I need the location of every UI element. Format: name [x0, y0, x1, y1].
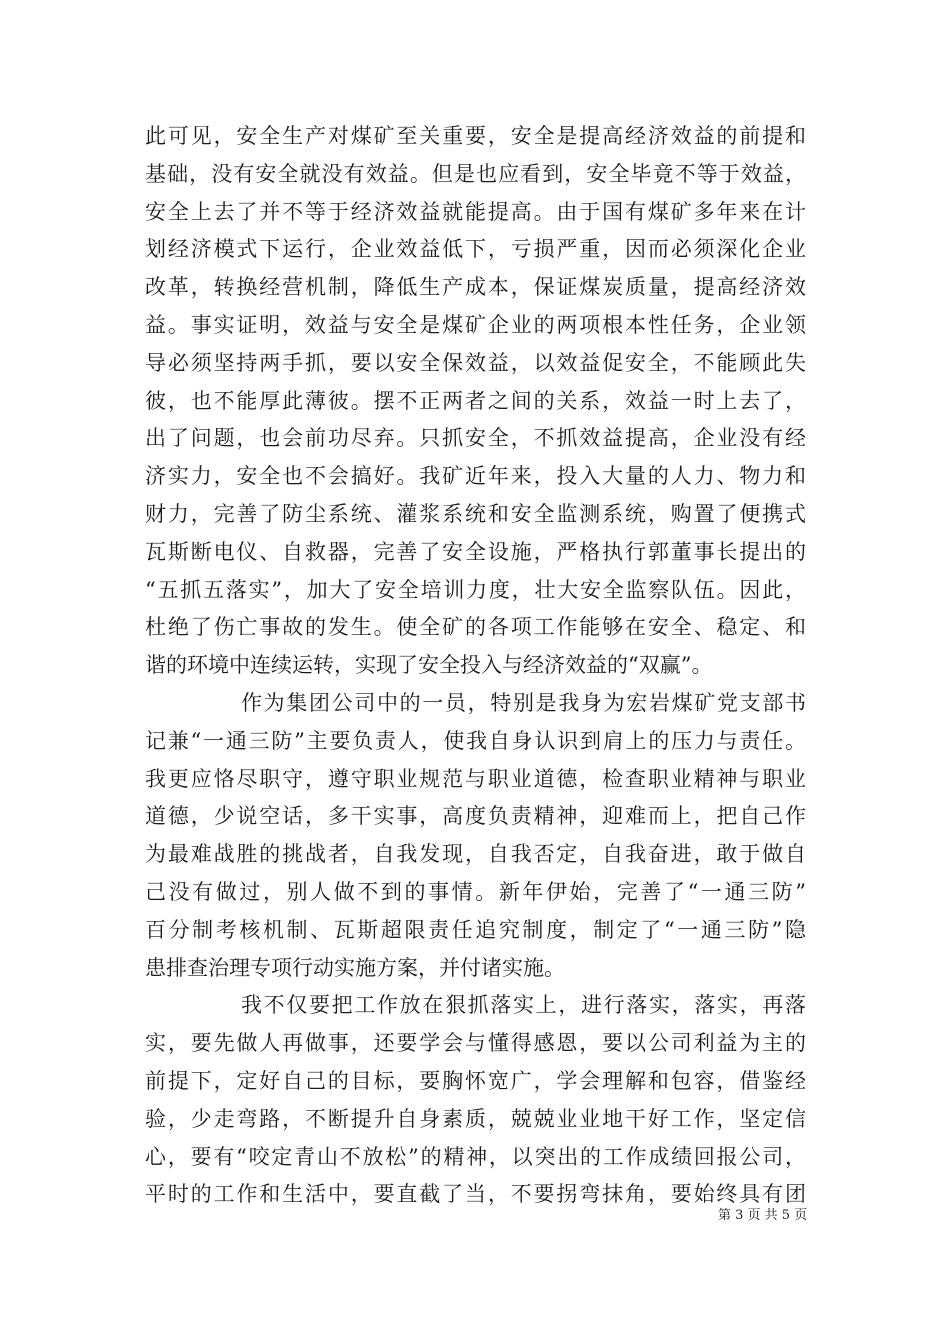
page-number-footer: 第 3 页 共 5 页 — [718, 1208, 808, 1223]
text-line: 道德，少说空话，多干实事，高度负责精神，迎难而上，把自己作 — [145, 804, 806, 829]
text-line: 实，要先做人再做事，还要学会与懂得感恩，要以公司利益为主的 — [145, 1031, 806, 1056]
text-line: 前提下，定好自己的目标，要胸怀宽广，学会理解和包容，借鉴经 — [145, 1068, 806, 1093]
paragraph-1 — [145, 118, 806, 685]
text-line: “五抓五落实”，加大了安全培训力度，壮大安全监察队伍。因此， — [145, 577, 806, 602]
text-line: 基础，没有安全就没有效益。但是也应看到，安全毕竟不等于效益， — [145, 161, 806, 186]
paragraph-3 — [145, 987, 806, 1214]
text-line: 作为集团公司中的一员，特别是我身为宏岩煤矿党支部书 — [241, 690, 806, 715]
text-line: 彼，也不能厚此薄彼。摆不正两者之间的关系，效益一时上去了， — [145, 388, 806, 413]
text-line: 此可见，安全生产对煤矿至关重要，安全是提高经济效益的前提和 — [145, 124, 806, 148]
text-line: 安全上去了并不等于经济效益就能提高。由于国有煤矿多年来在计 — [145, 199, 806, 224]
text-line: 济实力，安全也不会搞好。我矿近年来，投入大量的人力、物力和 — [145, 464, 806, 489]
text-line: 心，要有“咬定青山不放松”的精神，以突出的工作成绩回报公司， — [145, 1144, 806, 1169]
text-line: 我不仅要把工作放在狠抓落实上，进行落实，落实，再落 — [241, 993, 806, 1018]
text-line: 杜绝了伤亡事故的发生。使全矿的各项工作能够在安全、稳定、和 — [145, 615, 806, 640]
text-line: 我更应恪尽职守，遵守职业规范与职业道德，检查职业精神与职业 — [145, 766, 806, 791]
text-line: 记兼“一通三防”主要负责人，使我自身认识到肩上的压力与责任。 — [145, 728, 806, 753]
text-line: 谐的环境中连续运转，实现了安全投入与经济效益的“双赢”。 — [145, 653, 713, 678]
text-line: 己没有做过，别人做不到的事情。新年伊始，完善了“一通三防” — [145, 879, 806, 904]
text-line: 划经济模式下运行，企业效益低下，亏损严重，因而必须深化企业 — [145, 237, 806, 262]
paragraph-2 — [145, 685, 806, 987]
text-line: 验，少走弯路，不断提升自身素质，兢兢业业地干好工作，坚定信 — [145, 1106, 806, 1131]
text-line: 导必须坚持两手抓，要以安全保效益，以效益促安全，不能顾此失 — [145, 350, 806, 375]
text-line: 百分制考核机制、瓦斯超限责任追究制度，制定了“一通三防”隐 — [145, 917, 806, 942]
text-line: 出了问题，也会前功尽弃。只抓安全，不抓效益提高，企业没有经 — [145, 426, 806, 451]
text-line: 平时的工作和生活中，要直截了当，不要拐弯抹角，要始终具有团 — [145, 1182, 806, 1207]
text-line: 为最难战胜的挑战者，自我发现，自我否定，自我奋进，敢于做自 — [145, 842, 806, 867]
text-line: 财力，完善了防尘系统、灌浆系统和安全监测系统，购置了便携式 — [145, 501, 806, 526]
text-line: 瓦斯断电仪、自救器，完善了安全设施，严格执行郭董事长提出的 — [145, 539, 806, 564]
text-line: 改革，转换经营机制，降低生产成本，保证煤炭质量，提高经济效 — [145, 275, 806, 300]
text-line: 患排查治理专项行动实施方案，并付诸实施。 — [145, 955, 565, 980]
body-text — [145, 118, 806, 1214]
text-line: 益。事实证明，效益与安全是煤矿企业的两项根本性任务，企业领 — [145, 312, 806, 337]
